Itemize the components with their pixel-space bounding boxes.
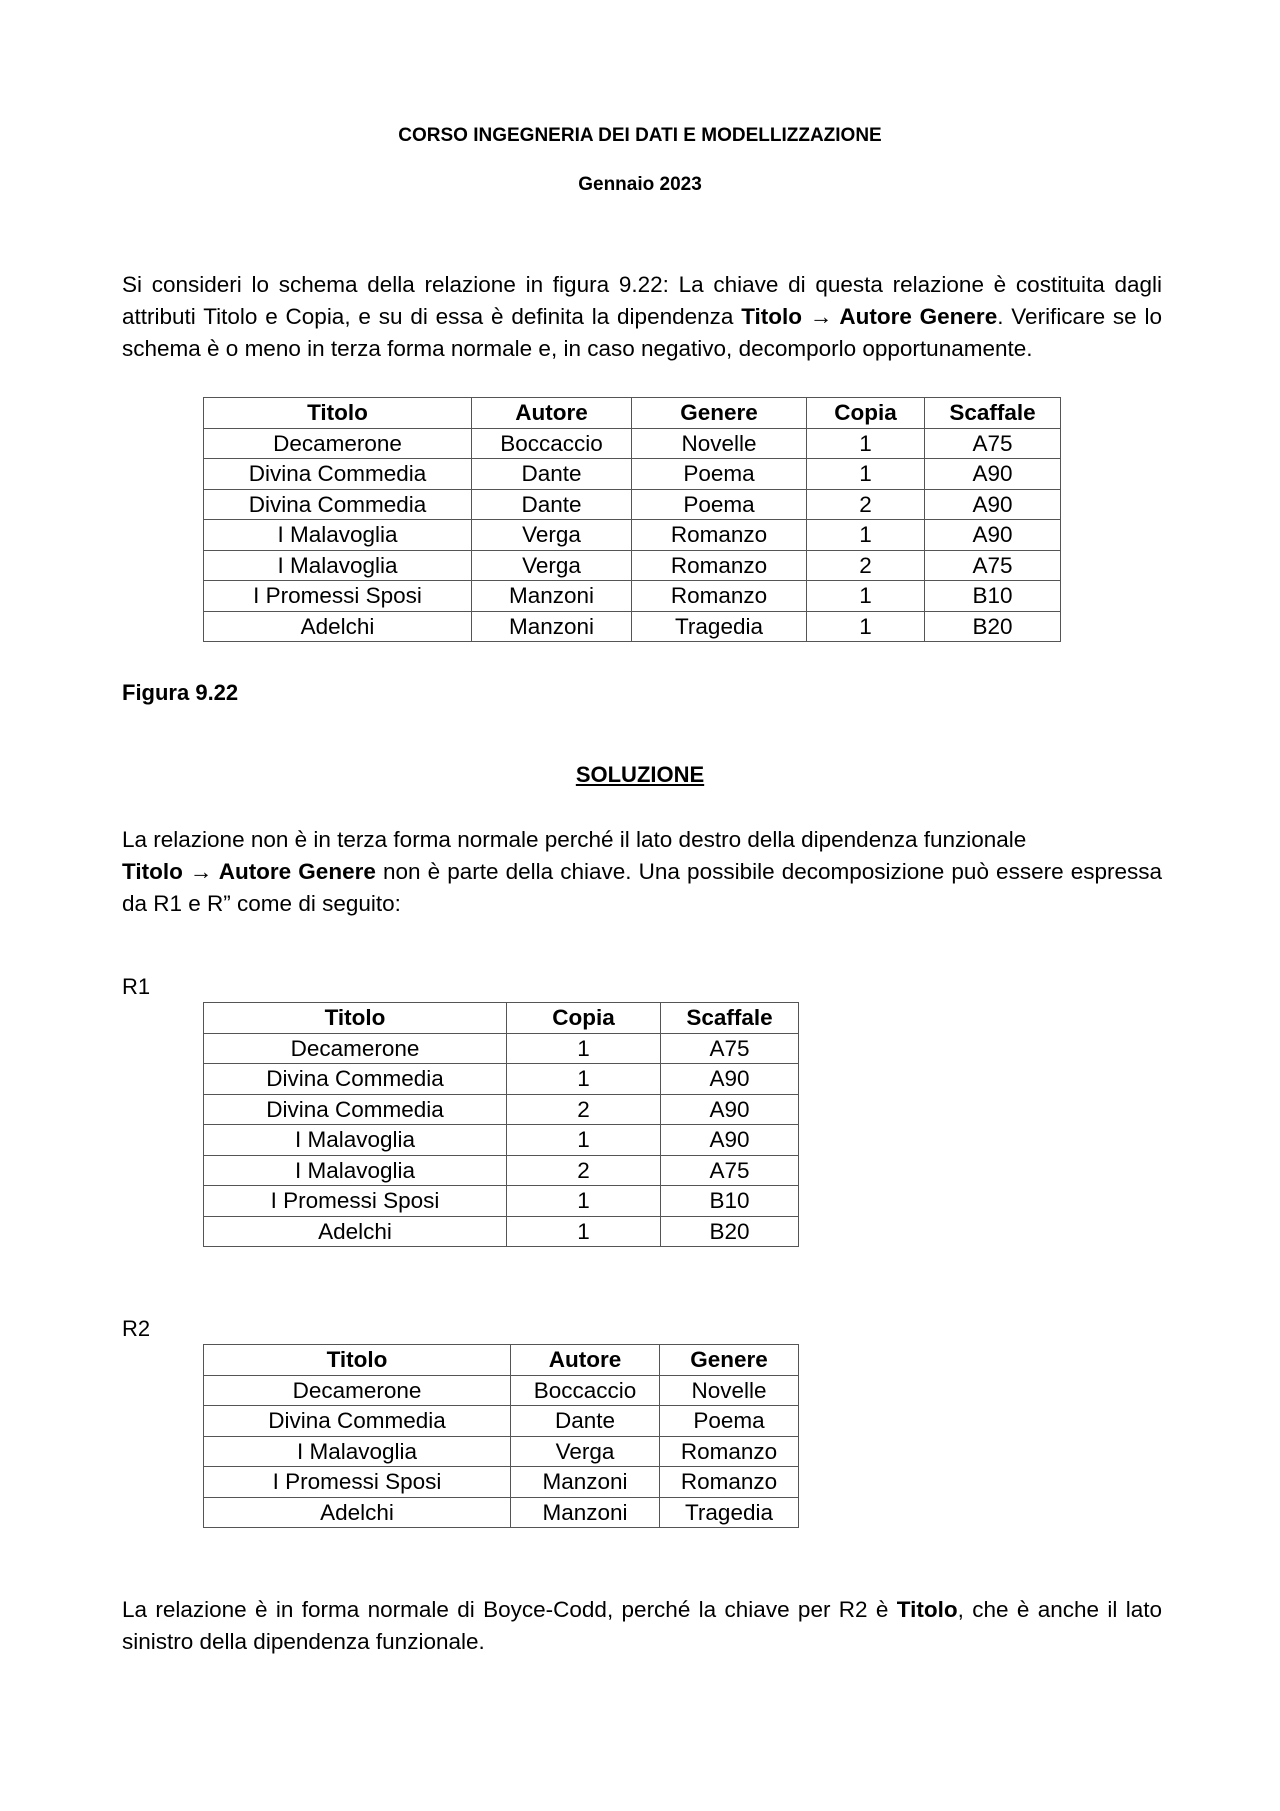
figure-table-header — [204, 398, 1061, 429]
table-row — [204, 1064, 799, 1095]
table-cell: Verga — [511, 1436, 660, 1467]
table-cell: 1 — [507, 1186, 661, 1217]
table-cell: Dante — [472, 489, 632, 520]
table-cell: Divina Commedia — [204, 1406, 511, 1437]
table-cell: Dante — [472, 459, 632, 490]
table-row — [204, 611, 1061, 642]
table-row — [204, 581, 1061, 612]
table-cell: Verga — [472, 520, 632, 551]
table-cell: I Malavoglia — [204, 1125, 507, 1156]
r1-table — [203, 1002, 799, 1247]
r2-table — [203, 1344, 799, 1528]
table-cell: Divina Commedia — [204, 1064, 507, 1095]
r2-table-body — [204, 1375, 799, 1528]
table-cell: A90 — [925, 459, 1061, 490]
table-row — [204, 1216, 799, 1247]
table-cell: I Malavoglia — [204, 520, 472, 551]
table-cell: A75 — [925, 428, 1061, 459]
table-cell: Decamerone — [204, 428, 472, 459]
table-cell: 2 — [507, 1155, 661, 1186]
table-row — [204, 1094, 799, 1125]
table-cell: I Promessi Sposi — [204, 1186, 507, 1217]
table-row — [204, 1033, 799, 1064]
table-cell: Dante — [511, 1406, 660, 1437]
table-row — [204, 1467, 799, 1498]
table-cell: I Malavoglia — [204, 1155, 507, 1186]
table-cell: I Promessi Sposi — [204, 581, 472, 612]
table-cell: Romanzo — [632, 581, 807, 612]
table-cell: Poema — [660, 1406, 799, 1437]
table-row — [204, 1497, 799, 1528]
solution-text-part2: non è parte della chiave. Una possibile decomposizione può essere espressa da R1 e R” come di seguito: — [122, 859, 1162, 916]
r1-column-header: Copia — [507, 1003, 661, 1034]
table-cell: Poema — [632, 489, 807, 520]
table-row — [204, 428, 1061, 459]
r1-table-header — [204, 1003, 799, 1034]
figure-caption: Figura 9.22 — [122, 680, 239, 705]
table-cell: 1 — [807, 581, 925, 612]
table-cell: Tragedia — [632, 611, 807, 642]
solution-text — [122, 824, 1162, 920]
document-date: Gennaio 2023 — [578, 174, 702, 195]
table-cell: 1 — [807, 520, 925, 551]
table-row — [204, 550, 1061, 581]
table-row — [204, 459, 1061, 490]
r1-column-header: Scaffale — [661, 1003, 799, 1034]
table-cell: 1 — [507, 1216, 661, 1247]
exercise-text-part1: Si consideri lo schema della relazione in figura 9.22: La chiave di questa relazione è costituita dagli attributi Titolo e Copia, e su di essa è definita la dipendenza — [122, 272, 1162, 329]
table-cell: B20 — [661, 1216, 799, 1247]
table-row — [204, 489, 1061, 520]
table-row — [204, 1186, 799, 1217]
r2-column-header: Genere — [660, 1345, 799, 1376]
table-cell: Adelchi — [204, 1497, 511, 1528]
figure-table — [203, 397, 1061, 642]
table-cell: A90 — [661, 1125, 799, 1156]
conclusion-text — [122, 1594, 1162, 1658]
table-cell: Manzoni — [511, 1497, 660, 1528]
table-cell: Boccaccio — [472, 428, 632, 459]
table-row — [204, 1125, 799, 1156]
conclusion-key: Titolo — [896, 1597, 958, 1622]
table-cell: A90 — [661, 1094, 799, 1125]
solution-heading: SOLUZIONE — [575, 762, 705, 787]
table-cell: Boccaccio — [511, 1375, 660, 1406]
r2-column-header: Titolo — [204, 1345, 511, 1376]
table-cell: Adelchi — [204, 1216, 507, 1247]
table-cell: Divina Commedia — [204, 489, 472, 520]
r1-table-body — [204, 1033, 799, 1247]
exercise-text-part2: . Verificare se lo schema è o meno in terza forma normale e, in caso negativo, decomporlo opportunamente. — [122, 304, 1162, 361]
table-cell: Divina Commedia — [204, 459, 472, 490]
table-cell: Romanzo — [660, 1467, 799, 1498]
table-cell: 1 — [807, 459, 925, 490]
exercise-dependency: Titolo → Autore Genere — [741, 304, 998, 329]
table-cell: Verga — [472, 550, 632, 581]
table-cell: Romanzo — [632, 520, 807, 551]
table-cell: Poema — [632, 459, 807, 490]
table-cell: 1 — [507, 1064, 661, 1095]
figure-column-header: Scaffale — [925, 398, 1061, 429]
table-cell: 1 — [507, 1125, 661, 1156]
exercise-text — [122, 269, 1162, 365]
table-cell: Romanzo — [660, 1436, 799, 1467]
table-row — [204, 520, 1061, 551]
r2-label: R2 — [122, 1316, 151, 1341]
table-cell: A90 — [925, 489, 1061, 520]
table-cell: B10 — [925, 581, 1061, 612]
table-cell: Adelchi — [204, 611, 472, 642]
course-title: CORSO INGEGNERIA DEI DATI E MODELLIZZAZIONE — [398, 125, 882, 146]
solution-text-line1: La relazione non è in terza forma normale perché il lato destro della dipendenza funzionale — [122, 827, 1027, 852]
figure-column-header: Autore — [472, 398, 632, 429]
table-cell: Novelle — [632, 428, 807, 459]
table-cell: 2 — [507, 1094, 661, 1125]
figure-column-header: Genere — [632, 398, 807, 429]
table-cell: 1 — [807, 428, 925, 459]
table-cell: Divina Commedia — [204, 1094, 507, 1125]
table-row — [204, 1375, 799, 1406]
r2-column-header: Autore — [511, 1345, 660, 1376]
table-cell: Decamerone — [204, 1033, 507, 1064]
figure-column-header: Copia — [807, 398, 925, 429]
table-cell: A75 — [925, 550, 1061, 581]
table-cell: I Promessi Sposi — [204, 1467, 511, 1498]
table-cell: 2 — [807, 550, 925, 581]
r1-column-header: Titolo — [204, 1003, 507, 1034]
table-cell: I Malavoglia — [204, 550, 472, 581]
table-cell: Novelle — [660, 1375, 799, 1406]
table-cell: Manzoni — [472, 581, 632, 612]
r2-table-header — [204, 1345, 799, 1376]
table-cell: A75 — [661, 1155, 799, 1186]
table-cell: Decamerone — [204, 1375, 511, 1406]
table-cell: A90 — [661, 1064, 799, 1095]
table-cell: A90 — [925, 520, 1061, 551]
table-cell: Tragedia — [660, 1497, 799, 1528]
table-cell: 1 — [507, 1033, 661, 1064]
table-cell: B20 — [925, 611, 1061, 642]
table-cell: Manzoni — [511, 1467, 660, 1498]
table-row — [204, 1436, 799, 1467]
solution-dependency: Titolo → Autore Genere — [122, 859, 376, 884]
conclusion-part2: , che è anche il lato sinistro della dipendenza funzionale. — [122, 1597, 1162, 1654]
table-cell: B10 — [661, 1186, 799, 1217]
table-cell: Romanzo — [632, 550, 807, 581]
table-row — [204, 1406, 799, 1437]
conclusion-part1: La relazione è in forma normale di Boyce-Codd, perché la chiave per R2 è — [122, 1597, 897, 1622]
table-cell: I Malavoglia — [204, 1436, 511, 1467]
table-cell: A75 — [661, 1033, 799, 1064]
table-cell: 1 — [807, 611, 925, 642]
table-cell: Manzoni — [472, 611, 632, 642]
figure-column-header: Titolo — [204, 398, 472, 429]
figure-table-body — [204, 428, 1061, 642]
table-row — [204, 1155, 799, 1186]
table-cell: 2 — [807, 489, 925, 520]
r1-label: R1 — [122, 974, 151, 999]
